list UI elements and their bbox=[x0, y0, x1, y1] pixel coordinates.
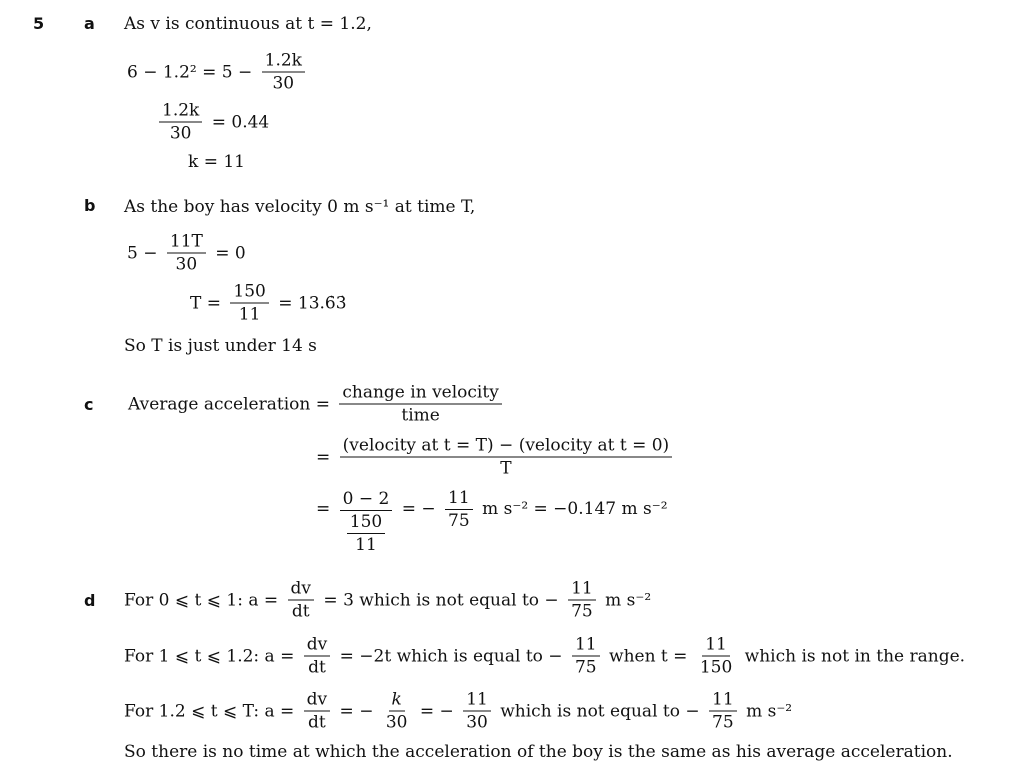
fraction bbox=[167, 231, 206, 276]
denominator: time bbox=[401, 405, 440, 426]
text: m s⁻² bbox=[740, 701, 793, 721]
compound-fraction bbox=[340, 488, 393, 556]
denominator: 11 bbox=[238, 304, 261, 325]
text: = 3 which is not equal to − bbox=[318, 590, 565, 610]
numerator: 150 bbox=[230, 281, 268, 304]
part-b-eq2 bbox=[190, 281, 347, 326]
fraction bbox=[159, 100, 202, 145]
part-label-a: a bbox=[84, 14, 95, 33]
denominator: T bbox=[500, 458, 512, 479]
text: k = 11 bbox=[188, 152, 245, 172]
denominator: 75 bbox=[571, 601, 593, 622]
denominator: 75 bbox=[712, 712, 734, 733]
numerator: 11 bbox=[709, 689, 737, 712]
fraction bbox=[709, 689, 737, 734]
fraction bbox=[262, 50, 305, 95]
numerator: 11 bbox=[568, 578, 596, 601]
fraction bbox=[304, 689, 331, 734]
text: = 0 bbox=[209, 243, 246, 263]
numerator: dv bbox=[304, 634, 331, 657]
text: = 0.44 bbox=[206, 112, 270, 132]
part-a-eq1 bbox=[127, 50, 309, 95]
text: = bbox=[316, 499, 336, 519]
denominator: 75 bbox=[448, 510, 470, 531]
text: = 13.6̇3̇ bbox=[272, 293, 347, 313]
part-a-eq2 bbox=[155, 100, 269, 145]
part-a-intro bbox=[124, 14, 372, 34]
text: when t = bbox=[603, 646, 693, 666]
numerator: 1.2k bbox=[262, 50, 305, 73]
text: So there is no time at which the acceleration of the boy is the same as his average acceleration. bbox=[124, 742, 953, 762]
fraction bbox=[230, 281, 268, 326]
text: For 0 ⩽ t ⩽ 1: a = bbox=[124, 590, 284, 610]
fraction bbox=[339, 382, 501, 427]
text: So T is just under 14 s bbox=[124, 336, 317, 356]
numerator: dv bbox=[288, 578, 315, 601]
numerator: 1.2k bbox=[159, 100, 202, 123]
part-c-eq1 bbox=[128, 382, 506, 427]
numerator: 11 bbox=[463, 689, 491, 712]
denominator: 150 bbox=[699, 657, 733, 678]
fraction bbox=[340, 435, 673, 480]
part-b-intro bbox=[124, 197, 475, 217]
part-d-line2 bbox=[124, 634, 965, 679]
part-d-line1 bbox=[124, 578, 651, 623]
part-b-conclusion bbox=[124, 336, 317, 356]
text: m s⁻² = −0.147 m s⁻² bbox=[476, 499, 668, 519]
part-label-b: b bbox=[84, 196, 96, 215]
text: which is not equal to − bbox=[494, 701, 706, 721]
fraction bbox=[445, 487, 473, 532]
fraction bbox=[568, 578, 596, 623]
denominator: dt bbox=[291, 601, 310, 622]
part-d-line3 bbox=[124, 689, 792, 734]
fraction bbox=[304, 634, 331, 679]
numerator: 11 bbox=[445, 487, 473, 510]
text: = − bbox=[396, 499, 442, 519]
part-c-eq2 bbox=[316, 435, 676, 480]
denominator: 30 bbox=[272, 73, 295, 94]
numerator: change in velocity bbox=[339, 382, 501, 405]
text: m s⁻² bbox=[599, 590, 652, 610]
denominator: 30 bbox=[169, 123, 192, 144]
denominator-fraction bbox=[344, 511, 388, 556]
denominator: dt bbox=[308, 657, 326, 678]
denominator: dt bbox=[308, 712, 326, 733]
numerator: 11 bbox=[572, 634, 600, 657]
text: As the boy has velocity 0 m s⁻¹ at time T, bbox=[124, 197, 476, 217]
denominator: 30 bbox=[385, 712, 408, 733]
numerator: 0 − 2 bbox=[340, 488, 393, 511]
fraction bbox=[288, 578, 315, 623]
fraction bbox=[572, 634, 600, 679]
denominator: 30 bbox=[175, 254, 198, 275]
text: 6 − 1.2² = 5 − bbox=[127, 62, 258, 82]
part-a-eq3 bbox=[188, 152, 245, 172]
text: = − bbox=[414, 701, 460, 721]
numerator: dv bbox=[304, 689, 331, 712]
text: = −2t which is equal to − bbox=[334, 646, 568, 666]
text: = bbox=[316, 447, 336, 467]
text: which is not in the range. bbox=[739, 646, 966, 666]
numerator: 11 bbox=[702, 634, 730, 657]
rhs bbox=[396, 487, 667, 532]
text: For 1.2 ⩽ t ⩽ T: a = bbox=[124, 701, 300, 721]
fraction bbox=[463, 689, 491, 734]
fraction bbox=[383, 689, 411, 734]
text: = − bbox=[334, 701, 379, 721]
numerator: 11T bbox=[167, 231, 206, 254]
numerator: k bbox=[389, 689, 405, 712]
text: 5 − bbox=[127, 243, 163, 263]
text: For 1 ⩽ t ⩽ 1.2: a = bbox=[124, 646, 300, 666]
text: As v is continuous at t = 1.2, bbox=[124, 14, 372, 34]
question-number: 5 bbox=[33, 14, 45, 33]
part-b-eq1 bbox=[127, 231, 246, 276]
denominator: 75 bbox=[574, 657, 597, 678]
denominator: 11 bbox=[355, 535, 377, 555]
part-label-d: d bbox=[84, 591, 96, 610]
part-c-eq3 bbox=[316, 488, 668, 556]
numerator: 150 bbox=[347, 511, 385, 534]
fraction bbox=[697, 634, 735, 679]
denominator: 30 bbox=[466, 712, 488, 733]
numerator: (velocity at t = T) − (velocity at t = 0) bbox=[340, 435, 673, 458]
part-label-c: c bbox=[84, 395, 94, 414]
text: T = bbox=[190, 293, 227, 313]
text: Average acceleration = bbox=[128, 394, 336, 414]
part-d-conclusion bbox=[124, 742, 953, 762]
